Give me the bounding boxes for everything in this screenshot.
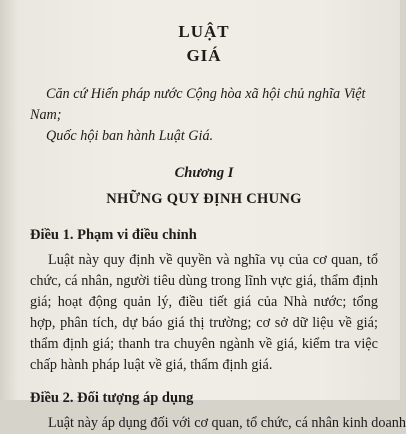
chapter-heading: [30, 163, 378, 209]
article-2-body: Luật này áp dụng đối với cơ quan, tổ chức, cá nhân kinh doanh: [48, 415, 406, 431]
law-title: [30, 20, 378, 68]
chapter-number: Chương I: [174, 165, 234, 181]
preamble-line-constitution: Căn cứ Hiến pháp nước Cộng hòa xã hội chủ nghĩa Việt Nam;: [30, 86, 366, 123]
page-gutter-shadow: [0, 0, 18, 400]
chapter-name: NHỮNG QUY ĐỊNH CHUNG: [106, 191, 302, 207]
preamble: [30, 84, 378, 147]
article-2-heading: Điều 2. Đối tượng áp dụng: [30, 390, 194, 406]
article-1-body: Luật này quy định về quyền và nghĩa vụ của cơ quan, tổ chức, cá nhân, người tiêu dùng trong lĩnh vực giá, thẩm định giá; hoạt động quản lý, điều tiết giá của Nhà nước; tổng hợp, phân tích, dự báo giá thị trường; cơ sở dữ liệu về giá; thẩm định giá; thanh tra chuyên ngành về giá, kiểm tra việc chấp hành pháp luật về giá, thẩm định giá.: [30, 252, 378, 373]
law-title-line-2: GIÁ: [186, 46, 222, 65]
article-1-heading: Điều 1. Phạm vi điều chỉnh: [30, 227, 197, 243]
page-content: [30, 16, 406, 434]
law-title-line-1: LUẬT: [178, 22, 230, 41]
preamble-line-assembly: Quốc hội ban hành Luật Giá.: [46, 128, 214, 144]
